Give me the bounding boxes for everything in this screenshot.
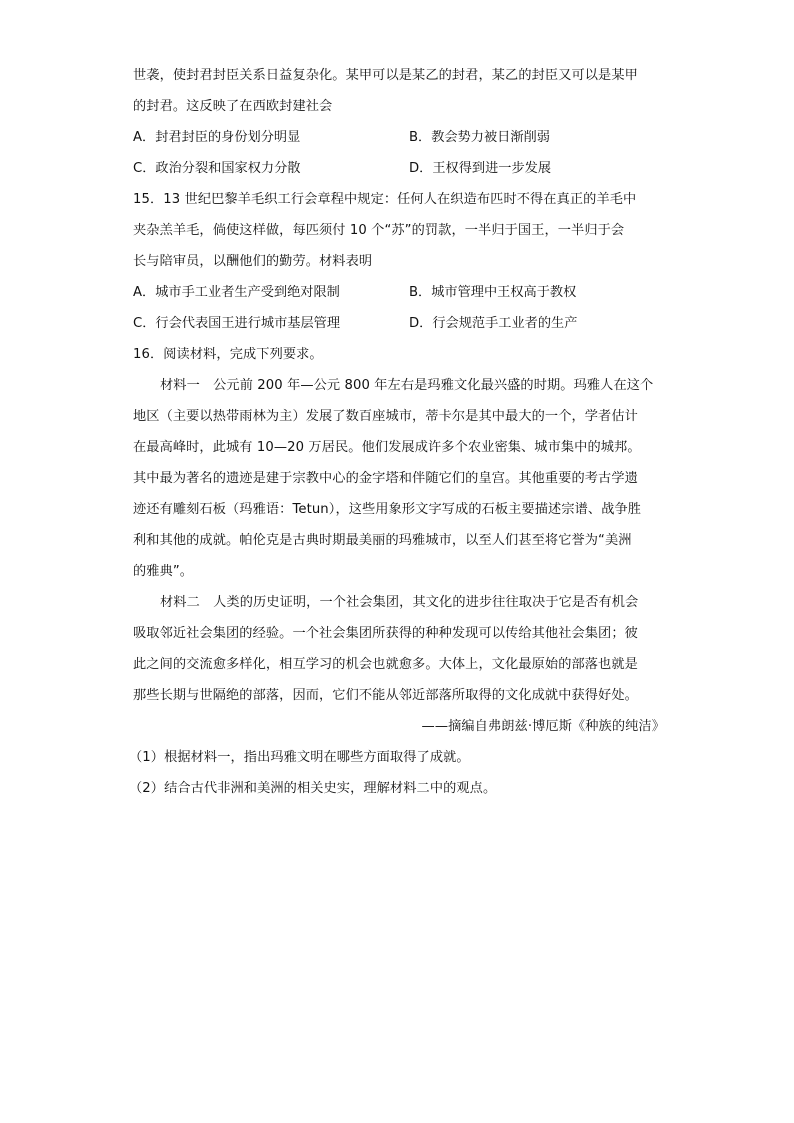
q14-stem-line-1: 世袭，使封君封臣关系日益复杂化。某甲可以是某乙的封君，某乙的封臣又可以是某甲 <box>133 68 638 83</box>
exam-page <box>129 60 665 804</box>
q15-option-a[interactable]: A．城市手工业者生产受到绝对限制 <box>133 285 340 300</box>
material-two-line: 吸取邻近社会集团的经验。一个社会集团所获得的种种发现可以传给其他社会集团；彼 <box>133 626 638 641</box>
question-16-block <box>129 339 665 804</box>
q15-option-d[interactable]: D．行会规范手工业者的生产 <box>409 316 578 331</box>
q14-option-d[interactable]: D．王权得到进一步发展 <box>409 161 552 176</box>
sub-question-2: （2）结合古代非洲和美洲的相关史实，理解材料二中的观点。 <box>129 781 497 796</box>
material-one-line: 迹还有雕刻石板（玛雅语：Tetun），这些用象形文字写成的石板主要描述宗谱、战争胜 <box>133 502 642 517</box>
q15-option-b[interactable]: B．城市管理中王权高于教权 <box>409 285 577 300</box>
q14-options-row-1 <box>133 122 665 153</box>
question-14-block <box>133 60 665 184</box>
sub-question-1: （1）根据材料一，指出玛雅文明在哪些方面取得了成就。 <box>129 750 470 765</box>
material-source-citation: ——摘编自弗朗兹·博厄斯《种族的纯洁》 <box>421 719 665 734</box>
question-15-block <box>133 184 665 339</box>
material-two <box>133 587 665 711</box>
q14-option-c[interactable]: C．政治分裂和国家权力分散 <box>133 161 301 176</box>
q15-options-row-1 <box>133 277 665 308</box>
material-two-line: 材料二 人类的历史证明，一个社会集团，其文化的进步往往取决于它是否有机会 <box>160 595 639 610</box>
q16-intro: 16．阅读材料，完成下列要求。 <box>133 347 323 362</box>
material-two-line: 那些长期与世隔绝的部落，因而，它们不能从邻近部落所取得的文化成就中获得好处。 <box>133 688 638 703</box>
material-one-line: 材料一 公元前 200 年—公元 800 年左右是玛雅文化最兴盛的时期。玛雅人在这个 <box>160 378 654 393</box>
q14-options-row-2 <box>133 153 665 184</box>
material-one-line: 在最高峰时，此城有 10—20 万居民。他们发展成许多个农业密集、城市集中的城邦。 <box>133 440 641 455</box>
material-one-line: 利和其他的成就。帕伦克是古典时期最美丽的玛雅城市，以至人们甚至将它誉为“美洲 <box>133 533 632 548</box>
material-one <box>133 370 665 587</box>
q15-stem-line-2: 夹杂羔羊毛，倘使这样做，每匹须付 10 个“苏”的罚款，一半归于国王，一半归于会 <box>133 223 625 238</box>
q15-option-c[interactable]: C．行会代表国王进行城市基层管理 <box>133 316 341 331</box>
material-two-line: 此之间的交流愈多样化，相互学习的机会也就愈多。大体上，文化最原始的部落也就是 <box>133 657 638 672</box>
material-one-line: 其中最为著名的遗迹是建于宗教中心的金字塔和伴随它们的皇宫。其他重要的考古学遗 <box>133 471 638 486</box>
q14-option-a[interactable]: A．封君封臣的身份划分明显 <box>133 130 301 145</box>
material-one-line: 地区（主要以热带雨林为主）发展了数百座城市，蒂卡尔是其中最大的一个，学者估计 <box>133 409 638 424</box>
q14-option-b[interactable]: B．教会势力被日渐削弱 <box>409 130 550 145</box>
q14-stem-line-2: 的封君。这反映了在西欧封建社会 <box>133 99 333 114</box>
q15-options-row-2 <box>133 308 665 339</box>
q15-stem-line-1: 15．13 世纪巴黎羊毛织工行会章程中规定：任何人在织造布匹时不得在真正的羊毛中 <box>133 192 637 207</box>
q15-stem-line-3: 长与陪审员，以酬他们的勤劳。材料表明 <box>133 254 373 269</box>
material-one-line: 的雅典”。 <box>133 564 194 579</box>
